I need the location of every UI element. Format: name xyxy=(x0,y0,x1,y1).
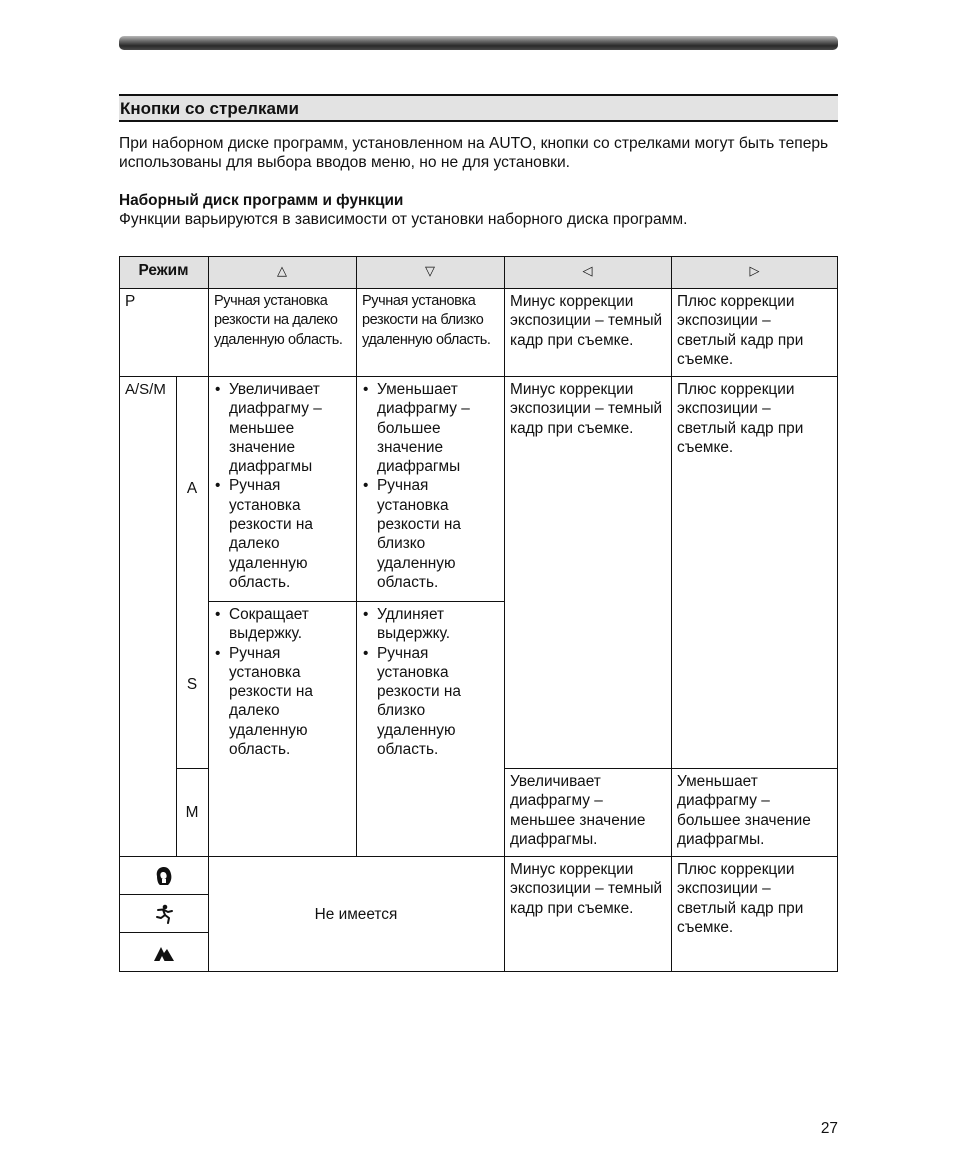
left-arrow-icon: ◁ xyxy=(582,264,593,279)
table-border xyxy=(176,376,177,857)
table-border xyxy=(176,768,208,769)
a-down-cell xyxy=(356,377,504,601)
table-border xyxy=(208,256,209,972)
submode-m: M xyxy=(185,804,199,822)
sports-mode-icon xyxy=(119,895,208,933)
as-right-cell: Плюс коррекции экспозиции – светлый кадр при съемке. xyxy=(677,381,804,456)
table-border xyxy=(119,971,838,972)
list-item: • Сокращает выдержку. xyxy=(214,605,350,644)
p-left-cell: Минус коррекции экспозиции – темный кадр при съемке. xyxy=(510,293,663,349)
list-item: • Ручная установка резкости на близко удаленную область. xyxy=(362,476,498,592)
as-left-cell: Минус коррекции экспозиции – темный кадр при съемке. xyxy=(510,381,663,437)
subheading-text: Функции варьируются в зависимости от установки наборного диска программ. xyxy=(119,211,688,228)
table-border xyxy=(119,894,208,895)
list-item: • Увеличивает диафрагму – меньшее значение диафрагмы xyxy=(214,380,350,476)
page-number: 27 xyxy=(820,1120,838,1137)
table-border xyxy=(356,256,357,857)
mode-asm: A/S/M xyxy=(125,381,166,398)
mode-p: P xyxy=(125,293,136,310)
list-item: • Ручная установка резкости на далеко удаленную область. xyxy=(214,476,350,592)
mode-functions-table xyxy=(119,256,838,972)
down-arrow-icon: ▽ xyxy=(425,264,435,279)
list-item: • Ручная установка резкости на близко удаленную область. xyxy=(362,644,498,760)
s-down-cell xyxy=(356,602,504,857)
submode-s: S xyxy=(186,676,198,694)
table-border xyxy=(671,256,672,972)
table-border xyxy=(119,932,208,933)
scene-updown-cell: Не имеется xyxy=(314,905,398,923)
header-mode: Режим xyxy=(119,256,208,288)
table-border xyxy=(504,256,505,972)
table-border xyxy=(119,288,838,289)
scene-right-cell: Плюс коррекции экспозиции – светлый кадр при съемке. xyxy=(677,861,804,936)
header-left xyxy=(504,256,671,288)
a-up-cell xyxy=(208,377,356,601)
header-rule xyxy=(119,36,838,50)
subheading: Наборный диск программ и функции xyxy=(119,192,404,209)
right-arrow-icon: ▷ xyxy=(749,264,760,279)
list-item: • Уменьшает диафрагму – большее значение диафрагмы xyxy=(362,380,498,476)
landscape-mode-icon xyxy=(119,933,208,972)
scene-left-cell: Минус коррекции экспозиции – темный кадр при съемке. xyxy=(510,861,663,917)
table-border xyxy=(837,256,838,972)
m-left-cell: Увеличивает диафрагму – меньшее значение диафрагмы. xyxy=(510,773,646,848)
section-title: Кнопки со стрелками xyxy=(119,94,838,122)
table-border xyxy=(119,856,838,857)
intro-paragraph: При наборном диске программ, установленном на AUTO, кнопки со стрелками могут быть теперь использованы для выбора вводов меню, но не для установки. xyxy=(119,135,829,171)
s-up-cell xyxy=(208,602,356,857)
list-item: • Ручная установка резкости на далеко удаленную область. xyxy=(214,644,350,760)
m-right-cell: Уменьшает диафрагму – большее значение диафрагмы. xyxy=(677,773,811,848)
p-up-cell: Ручная установка резкости на далеко удаленную область. xyxy=(214,293,343,348)
table-border xyxy=(119,256,838,257)
table-border xyxy=(119,376,838,377)
table-border xyxy=(119,256,120,972)
header-right xyxy=(671,256,838,288)
p-down-cell: Ручная установка резкости на близко удаленную область. xyxy=(362,293,491,348)
submode-a: A xyxy=(186,480,198,498)
list-item: • Удлиняет выдержку. xyxy=(362,605,498,644)
portrait-mode-icon xyxy=(119,857,208,895)
header-down xyxy=(356,256,504,288)
header-up xyxy=(208,256,356,288)
up-arrow-icon: △ xyxy=(277,264,287,279)
p-right-cell: Плюс коррекции экспозиции – светлый кадр при съемке. xyxy=(677,293,804,368)
